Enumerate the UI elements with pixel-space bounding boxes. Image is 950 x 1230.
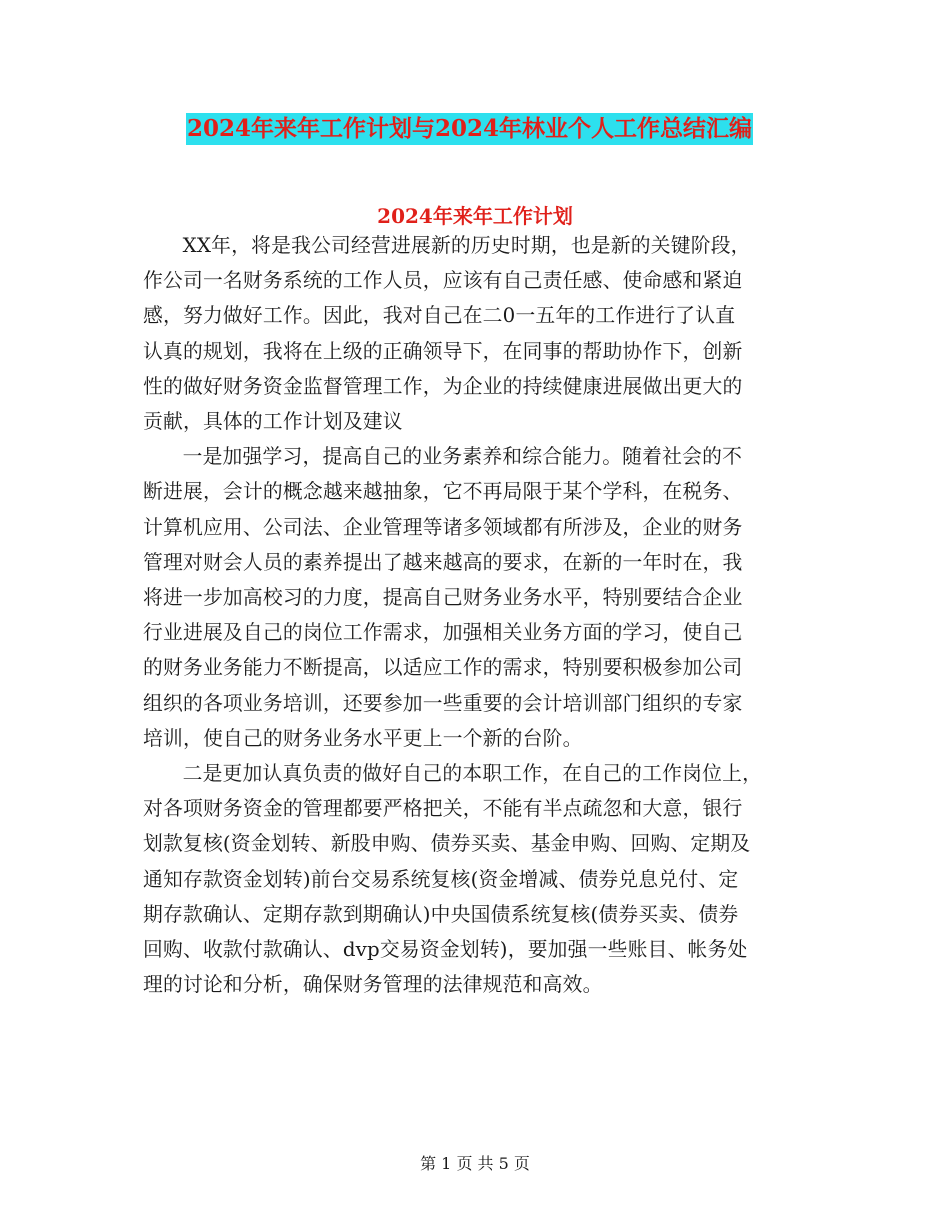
paragraph-line: 的财务业务能力不断提高，以适应工作的需求，特别要积极参加公司 bbox=[143, 656, 743, 680]
paragraph-line: XX年，将是我公司经营进展新的历史时期，也是新的关键阶段， bbox=[182, 234, 751, 257]
paragraph-line: 回购、收款付款确认、dvp交易资金划转)，要加强一些账目、帐务处 bbox=[143, 938, 748, 962]
paragraph-line: 性的做好财务资金监督管理工作，为企业的持续健康进展做出更大的 bbox=[143, 374, 743, 398]
paragraph-line: 理的讨论和分析，确保财务管理的法律规范和高效。 bbox=[143, 973, 603, 997]
document-title: 2024年来年工作计划与2024年林业个人工作总结汇编 bbox=[186, 113, 753, 145]
paragraph-line: 期存款确认、定期存款到期确认)中央国债系统复核(债券买卖、债券 bbox=[143, 902, 739, 926]
document-body bbox=[143, 222, 808, 1002]
paragraph-3 bbox=[143, 756, 808, 1002]
paragraph-line: 通知存款资金划转)前台交易系统复核(资金增减、债券兑息兑付、定 bbox=[143, 867, 739, 891]
paragraph-line: 作公司一名财务系统的工作人员，应该有自己责任感、使命感和紧迫 bbox=[143, 269, 743, 293]
page-footer: 第 1 页 共 5 页 bbox=[420, 1154, 530, 1173]
paragraph-line: 培训，使自己的财务业务水平更上一个新的台阶。 bbox=[143, 726, 583, 750]
paragraph-line: 划款复核(资金划转、新股申购、债券买卖、基金申购、回购、定期及 bbox=[143, 832, 751, 856]
paragraph-line: 对各项财务资金的管理都要严格把关，不能有半点疏忽和大意，银行 bbox=[143, 797, 743, 821]
paragraph-line: 二是更加认真负责的做好自己的本职工作，在自己的工作岗位上， bbox=[182, 762, 763, 786]
paragraph-line: 将进一步加高校习的力度，提高自己财务业务水平，特别要结合企业 bbox=[143, 586, 743, 610]
paragraph-line: 组织的各项业务培训，还要参加一些重要的会计培训部门组织的专家 bbox=[143, 691, 743, 715]
paragraph-2 bbox=[143, 439, 808, 756]
paragraph-line: 感，努力做好工作。因此，我对自己在二0一五年的工作进行了认直 bbox=[143, 304, 736, 328]
paragraph-line: 一是加强学习，提高自己的业务素养和综合能力。随着社会的不 bbox=[182, 445, 743, 469]
paragraph-line: 行业进展及自己的岗位工作需求，加强相关业务方面的学习，使自己 bbox=[143, 621, 743, 645]
paragraph-1 bbox=[143, 228, 808, 439]
section-title: 2024年来年工作计划 bbox=[377, 204, 573, 228]
paragraph-line: 认真的规划，我将在上级的正确领导下，在同事的帮助协作下，创新 bbox=[143, 339, 743, 363]
paragraph-line: 计算机应用、公司法、企业管理等诸多领域都有所涉及，企业的财务 bbox=[143, 515, 743, 539]
paragraph-line: 断进展，会计的概念越来越抽象，它不再局限于某个学科，在税务、 bbox=[143, 480, 743, 504]
paragraph-line: 管理对财会人员的素养提出了越来越高的要求，在新的一年时在，我 bbox=[143, 550, 743, 574]
paragraph-line: 贡献，具体的工作计划及建议 bbox=[143, 410, 403, 434]
